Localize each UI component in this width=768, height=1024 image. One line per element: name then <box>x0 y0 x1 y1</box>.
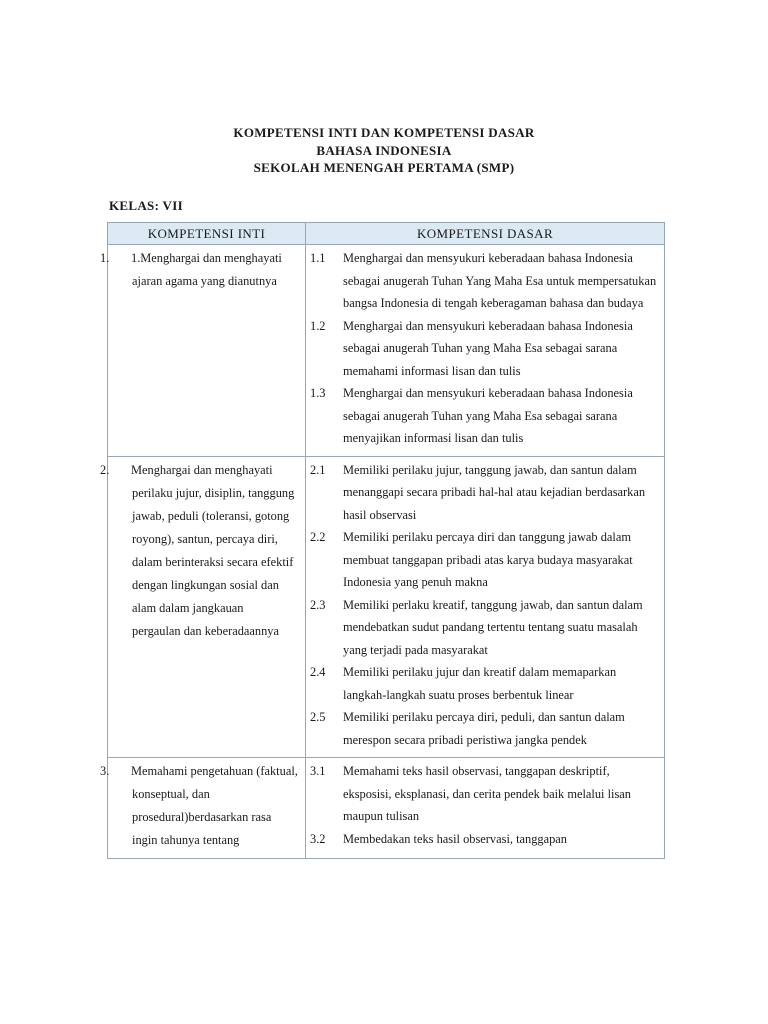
kd-text: Memiliki perilaku percaya diri dan tanggung jawab dalam membuat tanggapan pribadi atas karya budaya masyarakat Indonesia yang penuh makna <box>343 530 633 589</box>
kd-number: 1.1 <box>310 251 326 265</box>
kd-cell <box>306 758 665 859</box>
ki-text: Memahami pengetahuan (faktual, konseptual, dan prosedural)berdasarkan rasa ingin tahunya tentang <box>131 764 298 847</box>
kd-number: 2.1 <box>310 462 326 477</box>
ki-number: 1. <box>100 251 110 265</box>
kd-text: Menghargai dan mensyukuri keberadaan bahasa Indonesia sebagai anugerah Tuhan Yang Maha Esa untuk mempersatukan bangsa Indonesia di tengah keberagaman bahasa dan budaya <box>343 251 657 310</box>
table-row <box>108 758 665 859</box>
table-header-row <box>108 223 665 245</box>
kd-item <box>310 706 660 751</box>
kd-number: 2.2 <box>310 530 326 544</box>
kd-text: Memiliki perilaku jujur, tanggung jawab, dan santun dalam menanggapi secara pribadi hal-hal atau kejadian berdasarkan hasil observasi <box>343 462 646 522</box>
kd-item <box>310 760 660 828</box>
ki-cell <box>100 456 306 758</box>
kd-number: 2.4 <box>310 665 326 679</box>
title-line-1: KOMPETENSI INTI DAN KOMPETENSI DASAR <box>233 125 535 140</box>
kd-item <box>310 828 660 851</box>
kd-text: Memiliki perilaku jujur dan kreatif dalam memaparkan langkah-langkah suatu proses berbentuk linear <box>343 665 617 702</box>
table-row <box>108 456 665 758</box>
kd-text: Menghargai dan mensyukuri keberadaan bahasa Indonesia sebagai anugerah Tuhan yang Maha Esa sebagai sarana memahami informasi lisan dan tulis <box>343 318 633 378</box>
kd-text: Memiliki perilaku percaya diri, peduli, dan santun dalam merespon secara pribadi peristiwa jangka pendek <box>343 710 625 747</box>
kd-item <box>310 247 660 315</box>
ki-text: Menghargai dan menghayati perilaku jujur, disiplin, tanggung jawab, peduli (toleransi, gotong royong), santun, percaya diri, dalam berinteraksi secara efektif dengan lingkungan sosial dan alam dalam jangkauan pergaulan dan keberadaannya <box>131 462 295 638</box>
kd-item <box>310 315 660 383</box>
kd-text: Memiliki perlaku kreatif, tanggung jawab, dan santun dalam mendebatkan sudut pandang tertentu tentang suatu masalah yang terjadi pada masyarakat <box>343 597 643 657</box>
competency-table <box>100 222 665 859</box>
kd-cell <box>306 245 665 457</box>
kd-text: Memahami teks hasil observasi, tanggapan deskriptif, eksposisi, eksplanasi, dan cerita pendek baik melalui lisan maupun tulisan <box>343 764 632 823</box>
header-kompetensi-inti: KOMPETENSI INTI <box>108 223 306 245</box>
kd-number: 3.2 <box>310 831 326 846</box>
title-line-3: SEKOLAH MENENGAH PERTAMA (SMP) <box>253 160 515 175</box>
kd-item <box>310 661 660 706</box>
kd-item <box>310 526 660 594</box>
kd-number: 3.1 <box>310 764 326 778</box>
ki-cell <box>100 245 306 457</box>
document-title <box>0 124 768 177</box>
ki-number: 3. <box>100 764 110 778</box>
kd-item <box>310 459 660 527</box>
header-kompetensi-dasar: KOMPETENSI DASAR <box>306 223 665 245</box>
ki-number: 2. <box>100 462 110 477</box>
ki-text: 1.Menghargai dan menghayati ajaran agama yang dianutnya <box>131 251 282 288</box>
kd-number: 1.3 <box>310 386 326 400</box>
kd-item <box>310 594 660 662</box>
kd-number: 2.5 <box>310 710 326 724</box>
kd-cell <box>306 456 665 758</box>
kd-text: Membedakan teks hasil observasi, tanggapan <box>343 831 567 846</box>
kd-item <box>310 382 660 450</box>
kd-number: 2.3 <box>310 597 326 612</box>
class-label: KELAS: VII <box>109 198 183 213</box>
kd-text: Menghargai dan mensyukuri keberadaan bahasa Indonesia sebagai anugerah Tuhan yang Maha Esa sebagai sarana menyajikan informasi lisan dan tulis <box>343 386 633 445</box>
table-row <box>108 245 665 457</box>
ki-cell <box>100 758 306 859</box>
kd-number: 1.2 <box>310 318 326 333</box>
title-line-2: BAHASA INDONESIA <box>316 142 452 158</box>
